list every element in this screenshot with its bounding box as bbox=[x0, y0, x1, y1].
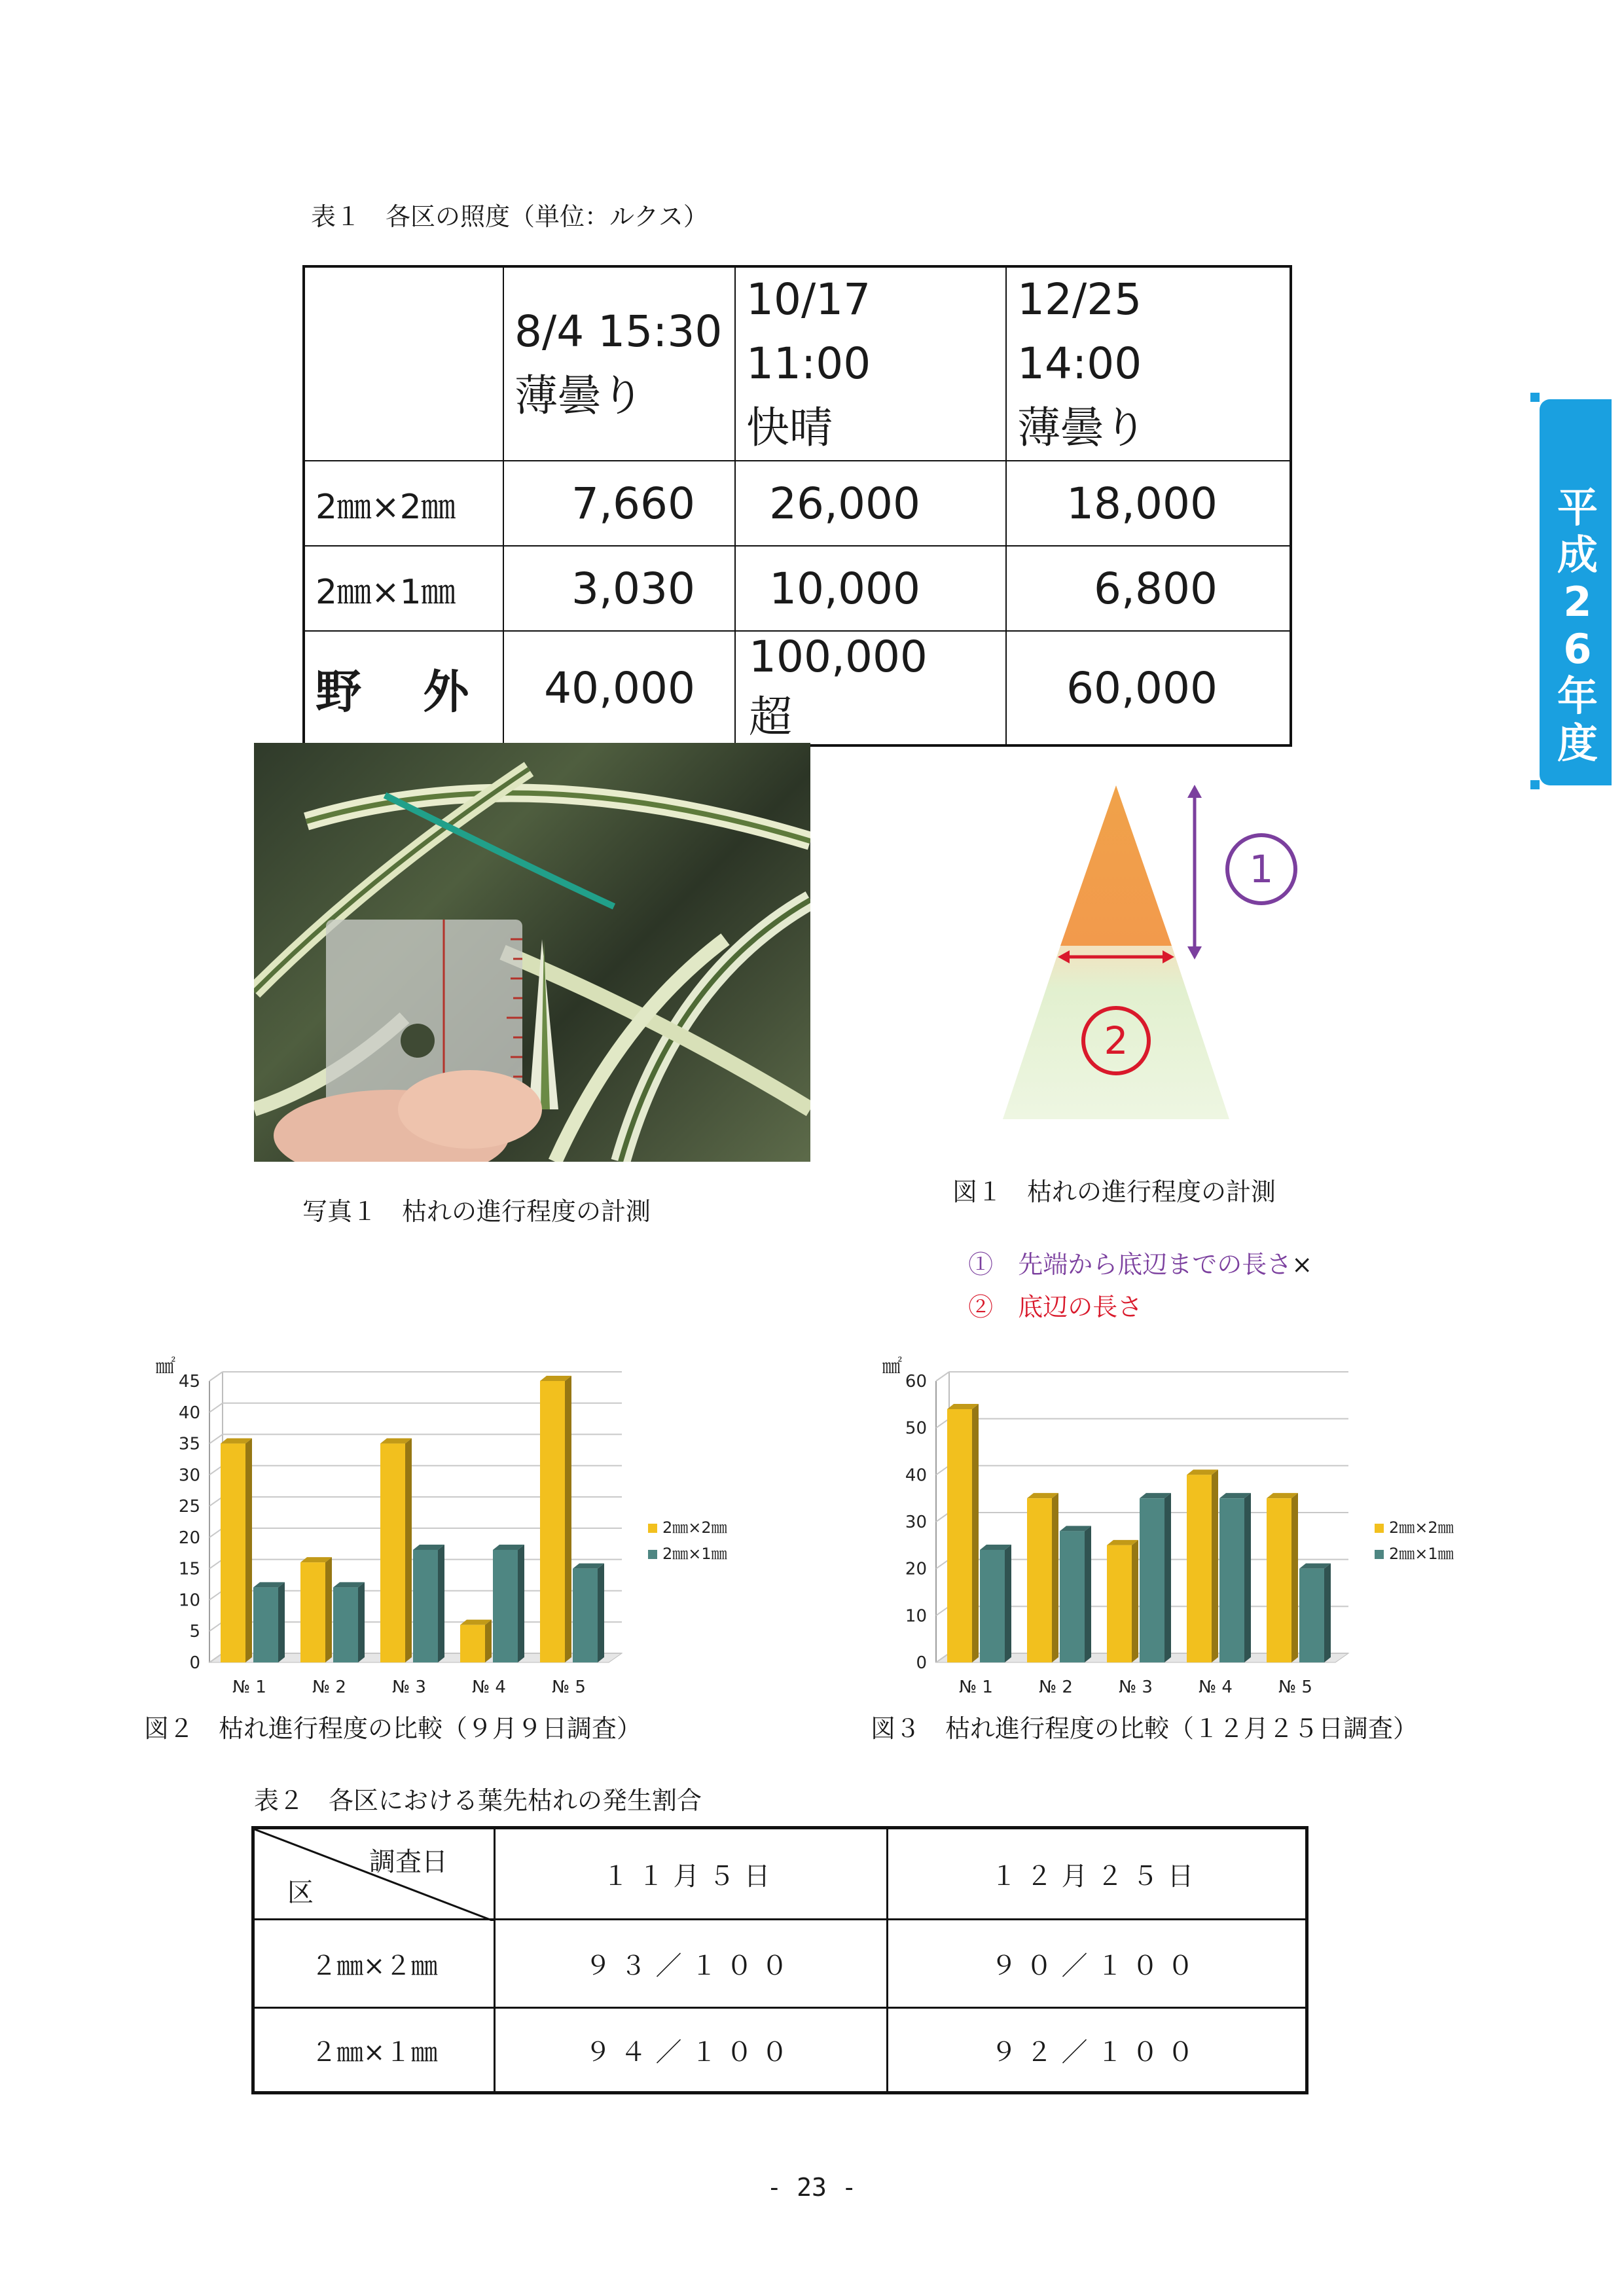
table-cell: ９３／１００ bbox=[495, 1920, 888, 2008]
row-label: ２㎜×１㎜ bbox=[253, 2008, 495, 2093]
table-cell: 3,030 bbox=[503, 546, 735, 631]
bar bbox=[1107, 1545, 1132, 1662]
bar bbox=[493, 1550, 518, 1662]
marker-2-label: 2 bbox=[1104, 1018, 1128, 1063]
table1-header-cell: 8/4 15:30 薄曇り bbox=[503, 266, 735, 461]
x-tick-label: № 5 bbox=[552, 1677, 586, 1697]
legend-2-text: 底辺の長さ bbox=[1018, 1293, 1143, 1321]
bar-side bbox=[1132, 1540, 1138, 1662]
figure2-bar-chart bbox=[144, 1335, 825, 1702]
table-cell: 40,000 bbox=[503, 631, 735, 745]
bar-side bbox=[485, 1620, 492, 1662]
bar-side bbox=[245, 1439, 252, 1662]
table-cell: ９０／１００ bbox=[888, 1920, 1307, 2008]
x-tick-label: № 4 bbox=[472, 1677, 506, 1697]
x-tick-label: № 4 bbox=[1199, 1677, 1233, 1697]
table-cell: ９２／１００ bbox=[888, 2008, 1307, 2093]
y-tick-label: 25 bbox=[178, 1497, 200, 1517]
figure3-bar-chart bbox=[871, 1335, 1551, 1702]
table1-caption: 表１ 各区の照度（単位：ルクス） bbox=[311, 202, 708, 231]
legend-label: 2㎜×2㎜ bbox=[1389, 1518, 1454, 1537]
bar-side bbox=[1052, 1493, 1058, 1662]
figure1-diagram bbox=[982, 776, 1348, 1142]
y-unit-label: ㎟ bbox=[882, 1355, 902, 1378]
bar-side bbox=[438, 1545, 444, 1662]
x-tick-label: № 5 bbox=[1278, 1677, 1312, 1697]
legend-1-symbol: ① bbox=[968, 1250, 994, 1279]
bar-side bbox=[1005, 1545, 1011, 1662]
gridline-depth bbox=[209, 1372, 223, 1381]
table-cell: 7,660 bbox=[503, 461, 735, 546]
gridline-depth bbox=[936, 1372, 949, 1381]
y-tick-label: 10 bbox=[905, 1606, 927, 1626]
table-cell: 18,000 bbox=[1006, 461, 1291, 546]
table-cell: 100,000超 bbox=[735, 631, 1006, 745]
tab-decoration bbox=[1530, 780, 1540, 789]
figure3-caption: 図３ 枯れ進行程度の比較（１２月２５日調査） bbox=[871, 1714, 1418, 1743]
leaf-measurement-photo bbox=[254, 743, 810, 1162]
y-tick-label: 60 bbox=[905, 1372, 927, 1391]
bar-side bbox=[1164, 1493, 1171, 1662]
table-cell: 10,000 bbox=[735, 546, 1006, 631]
x-tick-label: № 3 bbox=[1119, 1677, 1153, 1697]
table2-caption: 表２ 各区における葉先枯れの発生割合 bbox=[254, 1786, 702, 1815]
table2-date-header: １１月５日 bbox=[495, 1828, 888, 1920]
bar bbox=[1219, 1498, 1244, 1662]
arrow-head-icon bbox=[1187, 946, 1202, 960]
row-label: 野 外 bbox=[304, 631, 503, 745]
tab-decoration bbox=[1540, 767, 1546, 774]
bar bbox=[1267, 1498, 1291, 1662]
table2-date-header: １２月２５日 bbox=[888, 1828, 1307, 1920]
bar bbox=[413, 1550, 438, 1662]
legend-1-text: 先端から底辺までの長さ bbox=[1018, 1250, 1292, 1279]
table1-header-cell: 10/17 11:00 快晴 bbox=[735, 266, 1006, 461]
bar bbox=[1187, 1475, 1212, 1662]
bar-side bbox=[972, 1404, 979, 1662]
row-label: 2㎜×2㎜ bbox=[304, 461, 503, 546]
table2-corner-cell bbox=[253, 1828, 495, 1920]
figure2-caption: 図２ 枯れ進行程度の比較（９月９日調査） bbox=[144, 1714, 642, 1743]
bar-side bbox=[565, 1376, 571, 1662]
table-cell: ９４／１００ bbox=[495, 2008, 888, 2093]
bar-side bbox=[325, 1557, 332, 1662]
legend-2-symbol: ② bbox=[968, 1293, 994, 1321]
y-tick-label: 35 bbox=[178, 1434, 200, 1454]
y-tick-label: 5 bbox=[189, 1622, 200, 1642]
y-tick-label: 20 bbox=[905, 1559, 927, 1579]
photo-illustration bbox=[254, 743, 810, 1162]
row-label: ２㎜×２㎜ bbox=[253, 1920, 495, 2008]
bar bbox=[333, 1587, 358, 1662]
bar bbox=[573, 1569, 598, 1662]
y-tick-label: 40 bbox=[905, 1465, 927, 1486]
y-tick-label: 20 bbox=[178, 1528, 200, 1548]
legend-swatch bbox=[1375, 1524, 1384, 1533]
table1-header-cell: 12/25 14:00 薄曇り bbox=[1006, 266, 1291, 461]
illuminance-table bbox=[302, 265, 1292, 747]
figure1-legend-2 bbox=[952, 1258, 1142, 1323]
tab-decoration bbox=[1540, 412, 1546, 419]
table-row bbox=[304, 631, 1291, 745]
page-number: - 23 - bbox=[767, 2173, 857, 2202]
bar-side bbox=[278, 1582, 285, 1662]
bar-side bbox=[1212, 1469, 1218, 1662]
bar bbox=[380, 1444, 405, 1662]
y-tick-label: 40 bbox=[178, 1403, 200, 1423]
y-tick-label: 0 bbox=[916, 1653, 927, 1673]
x-tick-label: № 1 bbox=[959, 1677, 993, 1697]
legend-1-suffix: × bbox=[1291, 1250, 1313, 1279]
legend-label: 2㎜×1㎜ bbox=[1389, 1545, 1454, 1563]
marker-1-label: 1 bbox=[1249, 847, 1274, 891]
table-cell: 26,000 bbox=[735, 461, 1006, 546]
y-tick-label: 45 bbox=[178, 1372, 200, 1391]
y-tick-label: 15 bbox=[178, 1559, 200, 1579]
y-unit-label: ㎟ bbox=[156, 1355, 175, 1378]
y-tick-label: 30 bbox=[905, 1513, 927, 1532]
bar bbox=[300, 1562, 325, 1662]
x-tick-label: № 1 bbox=[232, 1677, 266, 1697]
bar-side bbox=[1291, 1493, 1298, 1662]
bar bbox=[1060, 1531, 1085, 1662]
bar-side bbox=[358, 1582, 365, 1662]
bar-side bbox=[1244, 1493, 1251, 1662]
tab-decoration bbox=[1530, 393, 1540, 402]
table-row bbox=[253, 1920, 1307, 2008]
legend-label: 2㎜×1㎜ bbox=[662, 1545, 727, 1563]
bar bbox=[460, 1625, 485, 1662]
bar-side bbox=[1085, 1526, 1091, 1662]
triangle-tip-region bbox=[1060, 785, 1172, 946]
bar-side bbox=[598, 1564, 604, 1662]
corner-top-label: 調査日 bbox=[369, 1847, 448, 1877]
x-tick-label: № 3 bbox=[392, 1677, 426, 1697]
table-row bbox=[304, 546, 1291, 631]
y-tick-label: 30 bbox=[178, 1465, 200, 1486]
arrow-head-icon bbox=[1187, 785, 1202, 798]
photo-caption: 写真１ 枯れの進行程度の計測 bbox=[302, 1197, 651, 1226]
bar bbox=[980, 1550, 1005, 1662]
x-tick-label: № 2 bbox=[1039, 1677, 1073, 1697]
figure1-caption: 図１ 枯れの進行程度の計測 bbox=[952, 1177, 1276, 1206]
x-tick-label: № 2 bbox=[312, 1677, 346, 1697]
table-cell: 6,800 bbox=[1006, 546, 1291, 631]
table-row bbox=[253, 2008, 1307, 2093]
gridline-depth bbox=[209, 1435, 223, 1444]
bar-side bbox=[1324, 1564, 1331, 1662]
row-label: 2㎜×1㎜ bbox=[304, 546, 503, 631]
bar-side bbox=[405, 1439, 412, 1662]
bar bbox=[1299, 1569, 1324, 1662]
side-tab-label: 平成26年度 bbox=[1557, 484, 1598, 767]
gridline-depth bbox=[209, 1403, 223, 1412]
y-tick-label: 10 bbox=[178, 1590, 200, 1611]
bar bbox=[221, 1444, 245, 1662]
corner-bottom-label: 区 bbox=[287, 1878, 314, 1908]
legend-label: 2㎜×2㎜ bbox=[662, 1518, 727, 1537]
bar bbox=[540, 1381, 565, 1662]
table-cell: 60,000 bbox=[1006, 631, 1291, 745]
bar bbox=[1027, 1498, 1052, 1662]
table-row bbox=[304, 461, 1291, 546]
bar-side bbox=[518, 1545, 524, 1662]
bar bbox=[1140, 1498, 1164, 1662]
bar bbox=[947, 1409, 972, 1662]
table1-corner-cell bbox=[304, 266, 503, 461]
legend-swatch bbox=[648, 1524, 657, 1533]
y-tick-label: 50 bbox=[905, 1418, 927, 1439]
leaf-tip-blight-table bbox=[251, 1826, 1308, 2094]
y-tick-label: 0 bbox=[189, 1653, 200, 1673]
bar bbox=[253, 1587, 278, 1662]
legend-swatch bbox=[648, 1550, 657, 1559]
legend-swatch bbox=[1375, 1550, 1384, 1559]
